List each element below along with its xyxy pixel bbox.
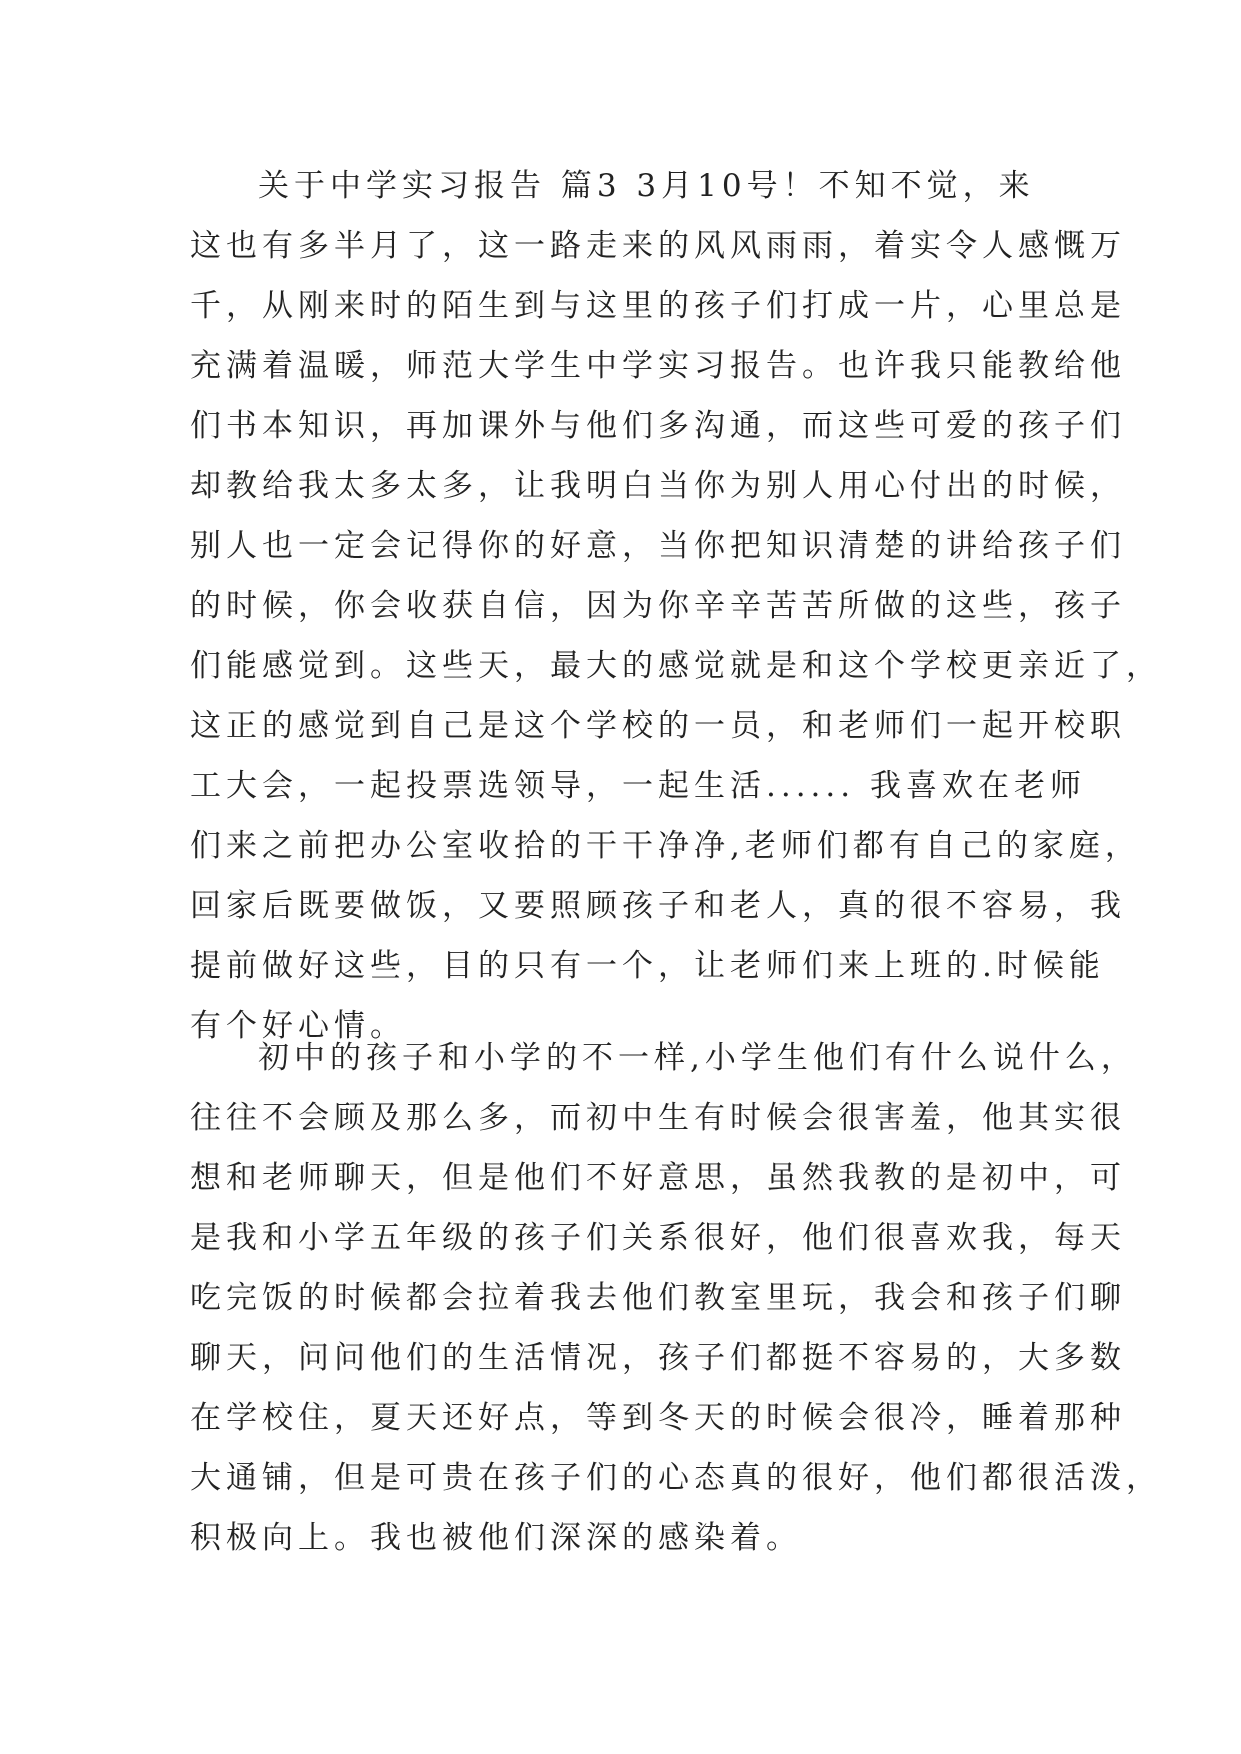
text-line: 们能感觉到。这些天，最大的感觉就是和这个学校更亲近了，	[190, 648, 1162, 684]
text-line: 却教给我太多太多，让我明白当你为别人用心付出的时候，	[190, 468, 1126, 504]
text-line: 关于中学实习报告 篇3 3月10号！不知不觉，来	[258, 168, 1035, 204]
text-line: 聊天，问问他们的生活情况，孩子们都挺不容易的，大多数	[190, 1340, 1126, 1376]
text-line: 们来之前把办公室收拾的干干净净,老师们都有自己的家庭，	[190, 828, 1141, 864]
text-line: 吃完饭的时候都会拉着我去他们教室里玩，我会和孩子们聊	[190, 1280, 1126, 1316]
text-line: 积极向上。我也被他们深深的感染着。	[190, 1520, 802, 1556]
text-line: 充满着温暖，师范大学生中学实习报告。也许我只能教给他	[190, 348, 1126, 384]
text-line: 回家后既要做饭，又要照顾孩子和老人，真的很不容易，我	[190, 888, 1126, 924]
text-line: 有个好心情。	[190, 1008, 406, 1044]
text-line: 往往不会顾及那么多，而初中生有时候会很害羞，他其实很	[190, 1100, 1126, 1136]
paragraph-1	[190, 156, 1162, 1056]
paragraph-2	[190, 1028, 1162, 1568]
text-line: 千，从刚来时的陌生到与这里的孩子们打成一片，心里总是	[190, 288, 1126, 324]
text-line: 在学校住，夏天还好点，等到冬天的时候会很冷，睡着那种	[190, 1400, 1126, 1436]
text-line: 大通铺，但是可贵在孩子们的心态真的很好，他们都很活泼，	[190, 1460, 1162, 1496]
text-line: 初中的孩子和小学的不一样,小学生他们有什么说什么，	[258, 1040, 1137, 1076]
text-line: 工大会，一起投票选领导，一起生活...... 我喜欢在老师	[190, 768, 1086, 804]
text-line: 这也有多半月了，这一路走来的风风雨雨，着实令人感慨万	[190, 228, 1126, 264]
text-line: 别人也一定会记得你的好意，当你把知识清楚的讲给孩子们	[190, 528, 1126, 564]
text-line: 们书本知识，再加课外与他们多沟通，而这些可爱的孩子们	[190, 408, 1126, 444]
text-line: 的时候，你会收获自信，因为你辛辛苦苦所做的这些，孩子	[190, 588, 1126, 624]
text-line: 是我和小学五年级的孩子们关系很好，他们很喜欢我，每天	[190, 1220, 1126, 1256]
text-line: 提前做好这些，目的只有一个，让老师们来上班的.时候能	[190, 948, 1105, 984]
text-line: 这正的感觉到自己是这个学校的一员，和老师们一起开校职	[190, 708, 1126, 744]
text-line: 想和老师聊天，但是他们不好意思，虽然我教的是初中，可	[190, 1160, 1126, 1196]
